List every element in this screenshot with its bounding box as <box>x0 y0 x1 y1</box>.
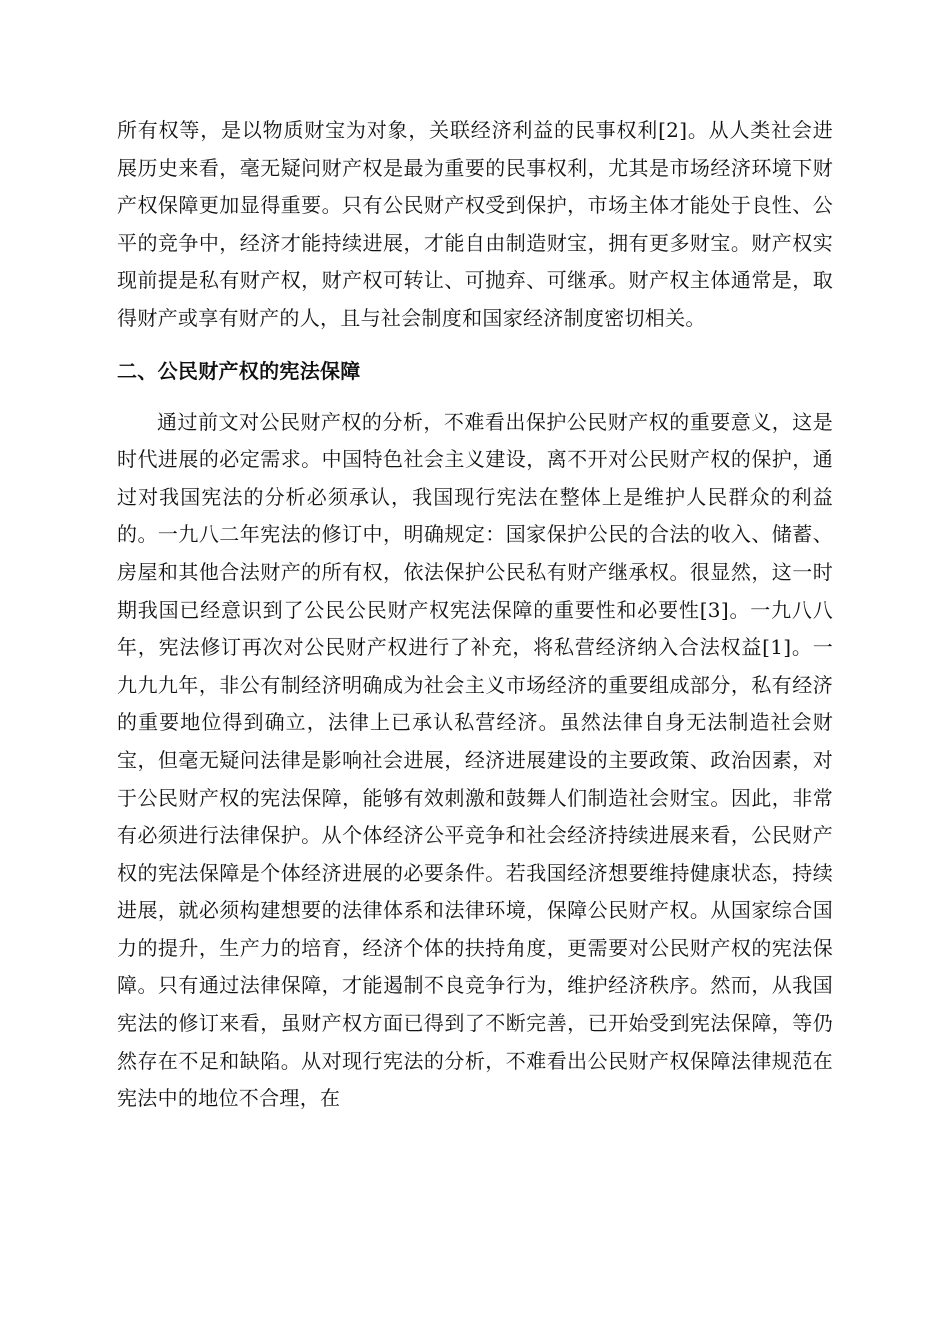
body-paragraph: 通过前文对公民财产权的分析，不难看出保护公民财产权的重要意义，这是时代进展的必定需求。中国特色社会主义建设，离不开对公民财产权的保护，通过对我国宪法的分析必须承认，我国现行宪法在整体上是维护人民群众的利益的。一九八二年宪法的修订中，明确规定：国家保护公民的合法的收入、储蓄、房屋和其他合法财产的所有权，依法保护公民私有财产继承权。很显然，这一时期我国已经意识到了公民公民财产权宪法保障的重要性和必要性[3]。一九八八年，宪法修订再次对公民财产权进行了补充，将私营经济纳入合法权益[1]。一九九九年，非公有制经济明确成为社会主义市场经济的重要组成部分，私有经济的重要地位得到确立，法律上已承认私营经济。虽然法律自身无法制造社会财宝，但毫无疑问法律是影响社会进展，经济进展建设的主要政策、政治因素，对于公民财产权的宪法保障，能够有效刺激和鼓舞人们制造社会财宝。因此，非常有必须进行法律保护。从个体经济公平竞争和社会经济持续进展来看，公民财产权的宪法保障是个体经济进展的必要条件。若我国经济想要维持健康状态，持续进展，就必须构建想要的法律体系和法律环境，保障公民财产权。从国家综合国力的提升，生产力的培育，经济个体的扶持角度，更需要对公民财产权的宪法保障。只有通过法律保障，才能遏制不良竞争行为，维护经济秩序。然而，从我国宪法的修订来看，虽财产权方面已得到了不断完善，已开始受到宪法保障，等仍然存在不足和缺陷。从对现行宪法的分析，不难看出公民财产权保障法律规范在宪法中的地位不合理，在 <box>117 409 833 1111</box>
section-heading: 二、公民财产权的宪法保障 <box>117 358 361 383</box>
intro-paragraph: 所有权等，是以物质财宝为对象，关联经济利益的民事权利[2]。从人类社会进展历史来看，毫无疑问财产权是最为重要的民事权利，尤其是市场经济环境下财产权保障更加显得重要。只有公民财产权受到保护，市场主体才能处于良性、公平的竞争中，经济才能持续进展，才能自由制造财宝，拥有更多财宝。财产权实现前提是私有财产权，财产权可转让、可抛弃、可继承。财产权主体通常是，取得财产或享有财产的人，且与社会制度和国家经济制度密切相关。 <box>117 118 833 330</box>
document-page <box>117 112 833 1118</box>
